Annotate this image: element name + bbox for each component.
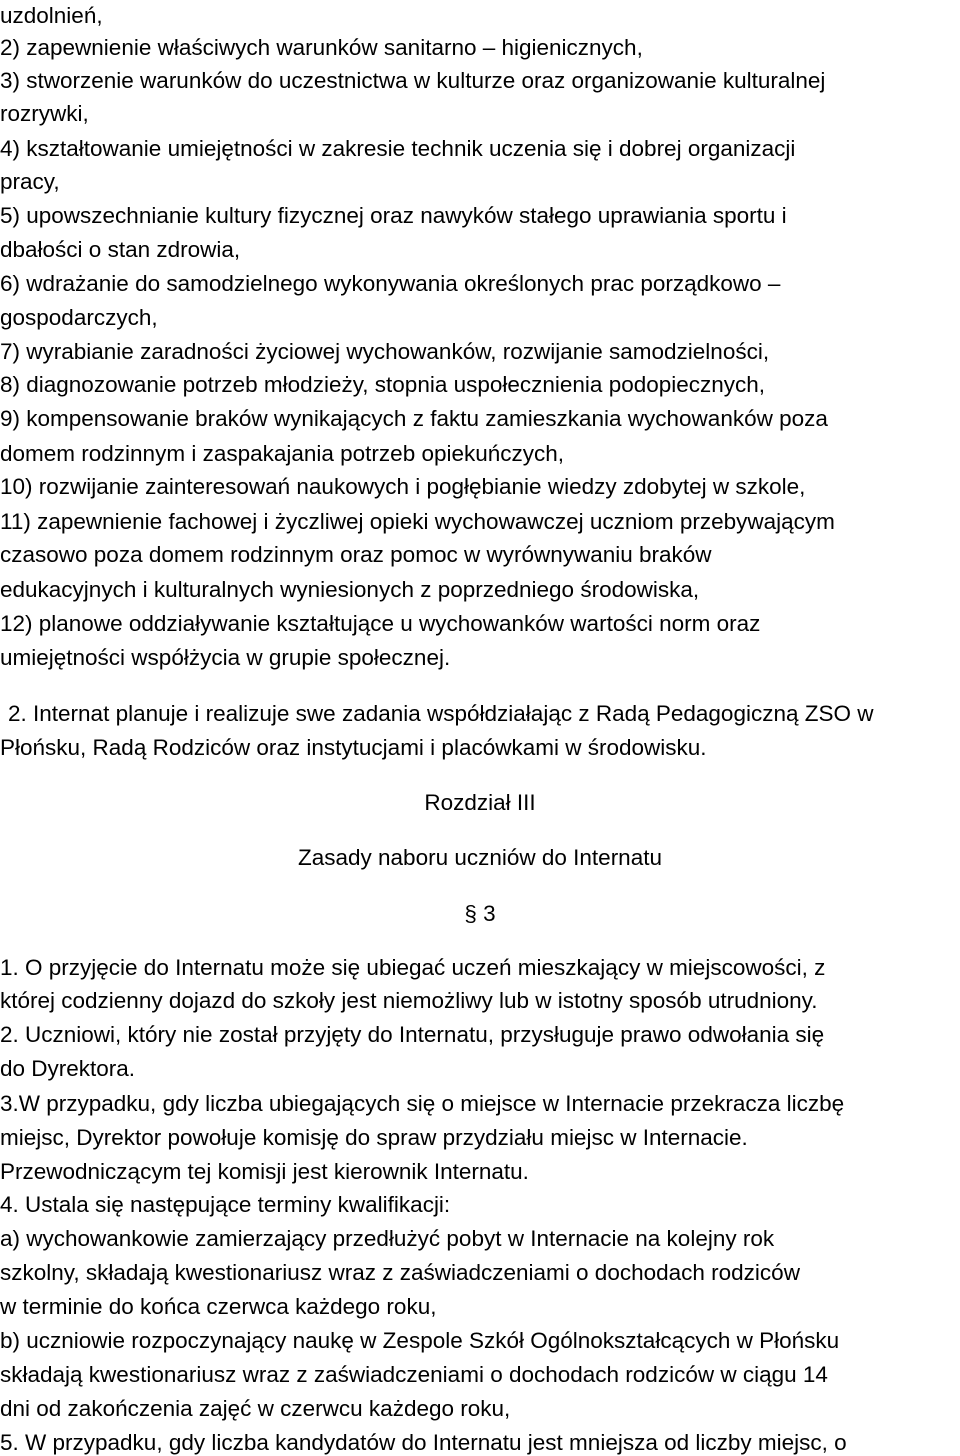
paragraph-line: 2. Internat planuje i realizuje swe zadania współdziałając z Radą Pedagogiczną ZSO w <box>8 701 874 726</box>
list-line: 2) zapewnienie właściwych warunków sanitarno – higienicznych, <box>0 35 643 60</box>
list-line: 3) stworzenie warunków do uczestnictwa w kulturze oraz organizowanie kulturalnej <box>0 68 826 93</box>
section-line: b) uczniowie rozpoczynający naukę w Zespole Szkół Ogólnokształcących w Płońsku <box>0 1328 840 1353</box>
section-line: a) wychowankowie zamierzający przedłużyć pobyt w Internacie na kolejny rok <box>0 1226 775 1251</box>
list-line: 6) wdrażanie do samodzielnego wykonywania określonych prac porządkowo – <box>0 271 781 296</box>
section-line: Przewodniczącym tej komisji jest kierownik Internatu. <box>0 1159 529 1184</box>
list-line: domem rodzinnym i zaspakajania potrzeb opiekuńczych, <box>0 441 565 466</box>
chapter-subtitle: Zasady naboru uczniów do Internatu <box>298 845 662 870</box>
list-line: czasowo poza domem rodzinnym oraz pomoc w wyrównywaniu braków <box>0 542 712 567</box>
chapter-title: Rozdział III <box>424 790 536 815</box>
list-line: 5) upowszechnianie kultury fizycznej oraz nawyków stałego uprawiania sportu i <box>0 203 787 228</box>
section-line: dni od zakończenia zajęć w czerwcu każdego roku, <box>0 1396 511 1421</box>
section-line: do Dyrektora. <box>0 1056 136 1081</box>
section-line: 1. O przyjęcie do Internatu może się ubiegać uczeń mieszkający w miejscowości, z <box>0 955 826 980</box>
section-mark: § 3 <box>464 901 496 926</box>
list-line: 4) kształtowanie umiejętności w zakresie technik uczenia się i dobrej organizacji <box>0 136 796 161</box>
list-line: 8) diagnozowanie potrzeb młodzieży, stopnia uspołecznienia podopiecznych, <box>0 372 766 397</box>
list-line: pracy, <box>0 169 60 194</box>
list-line: uzdolnień, <box>0 3 103 28</box>
section-line: miejsc, Dyrektor powołuje komisję do spraw przydziału miejsc w Internacie. <box>0 1125 748 1150</box>
list-line: 9) kompensowanie braków wynikających z faktu zamieszkania wychowanków poza <box>0 406 828 431</box>
list-line: edukacyjnych i kulturalnych wyniesionych z poprzedniego środowiska, <box>0 577 700 602</box>
section-line: 3.W przypadku, gdy liczba ubiegających się o miejsce w Internacie przekracza liczbę <box>0 1091 845 1116</box>
list-line: 12) planowe oddziaływanie kształtujące u wychowanków wartości norm oraz <box>0 611 761 636</box>
section-line: 5. W przypadku, gdy liczba kandydatów do Internatu jest mniejsza od liczby miejsc, o <box>0 1430 847 1455</box>
section-line: 2. Uczniowi, który nie został przyjęty do Internatu, przysługuje prawo odwołania się <box>0 1022 825 1047</box>
list-line: 11) zapewnienie fachowej i życzliwej opieki wychowawczej uczniom przebywającym <box>0 509 835 534</box>
section-line: w terminie do końca czerwca każdego roku, <box>0 1294 437 1319</box>
list-line: 7) wyrabianie zaradności życiowej wychowanków, rozwijanie samodzielności, <box>0 339 770 364</box>
section-line: szkolny, składają kwestionariusz wraz z zaświadczeniami o dochodach rodziców <box>0 1260 800 1285</box>
list-line: rozrywki, <box>0 101 89 126</box>
list-line: 10) rozwijanie zainteresowań naukowych i pogłębianie wiedzy zdobytej w szkole, <box>0 474 806 499</box>
list-line: gospodarczych, <box>0 305 158 330</box>
list-line: umiejętności współżycia w grupie społecznej. <box>0 645 451 670</box>
section-line: składają kwestionariusz wraz z zaświadczeniami o dochodach rodziców w ciągu 14 <box>0 1362 828 1387</box>
section-line: 4. Ustala się następujące terminy kwalifikacji: <box>0 1192 451 1217</box>
paragraph-line: Płońsku, Radą Rodziców oraz instytucjami i placówkami w środowisku. <box>0 735 707 760</box>
list-line: dbałości o stan zdrowia, <box>0 237 241 262</box>
section-line: której codzienny dojazd do szkoły jest niemożliwy lub w istotny sposób utrudniony. <box>0 988 818 1013</box>
